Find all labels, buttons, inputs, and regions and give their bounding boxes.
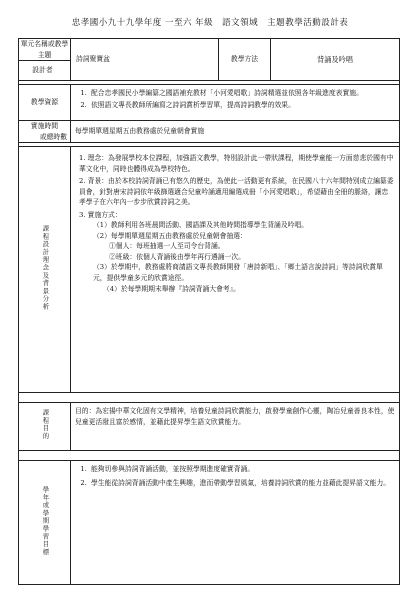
rationale-p2: 2. 背景：由於本校詩詞背誦已有悠久的歷史，為使此一活動更有系統，在民國八十六年間特別成立編纂委員會，針對唐宋詩詞依年級篩選適合兒童吟誦適用編選成冊「小河愛唱歌」，希望藉由全冊的脈絡，讓忠孝學子在六年內一步步欣賞詩詞之美。 — [79, 177, 394, 207]
resources-label: 教學資源 — [19, 85, 71, 121]
resources-list — [75, 88, 395, 110]
unit-name-label: 單元名稱或教學主題 — [19, 39, 71, 61]
lesson-plan-table — [18, 38, 400, 585]
learning-goals-row — [19, 461, 400, 585]
learning-goals-label: 學年或學期學習目標 — [41, 485, 49, 556]
time-label: 實施時間 — [30, 122, 59, 131]
rationale-m2b: ②班級：依個人背誦後由學年再行遴誦一次。 — [109, 252, 245, 261]
resources-row — [19, 85, 400, 121]
learning-goal-1: 1. 能夠切參與詩詞背誦活動，並按照學期進度確實背誦。 — [89, 464, 395, 475]
rationale-m3: （3）於學期中，教務處將商請語文專長教師開發「唐詩新唱」、「鄉土語言說詩詞」等詩詞欣賞單元，提供學童多元的欣賞途徑。 — [93, 263, 383, 282]
rationale-m1: （1）教師利用各班晨間活動、國語課及其他時間指導學生背誦及吟唱。 — [93, 221, 309, 230]
learning-goals-label-cell — [19, 461, 71, 585]
page-title: 忠孝國小九十九學年度 一至六 年級 語文領域 主題教學活動設計表 — [71, 18, 349, 28]
learning-goals-cell — [71, 461, 400, 585]
resource-item-2: 2. 依照語文專長教師所編寫之詩詞賞析學習單，提高詩詞教學的效果。 — [89, 100, 395, 111]
goal-label: 課程目的 — [41, 409, 49, 441]
designer-label-cell — [19, 61, 71, 81]
time-sub-label: 或總時數 — [39, 132, 67, 141]
rationale-label-cell — [19, 147, 71, 393]
teaching-method-value: 背誦及吟唱 — [271, 39, 400, 81]
learning-goals-list — [75, 464, 395, 488]
goal-text: 目的：為宏揚中華文化固有文學精神，培養兒童詩詞欣賞能力，啟發學童創作心靈，陶冶兒童善良本性，使兒童更活潑且富於感情，並藉此提昇學生語文欣賞能力。 — [71, 403, 400, 451]
unit-name-value: 詩詞聚寶盆 — [71, 39, 219, 81]
resource-item-1: 1. 配合忠孝國民小學編纂之國語補充教材「小河愛唱歌」詩詞精選並依照各年級進度表實施。 — [89, 88, 395, 99]
goal-label-cell — [19, 403, 71, 451]
spacer-cell-3 — [19, 393, 400, 403]
rationale-m2a: ①個人：每班抽選一人至司令台背誦。 — [109, 242, 225, 251]
goal-row — [19, 403, 400, 451]
time-value: 每學期單週星期五由教務處於兒童朝會實施 — [71, 121, 400, 143]
designer-label: 設計者 — [32, 66, 53, 75]
rationale-label: 課程設計理念及背景分析 — [41, 224, 49, 311]
teaching-method-label: 教學方法 — [219, 39, 271, 81]
learning-goal-2: 2. 學生能從詩詞背誦活動中產生興趣，進而帶動學習風氣，培養詩詞欣賞的能力並藉此提昇語文能力。 — [89, 478, 395, 489]
time-row — [19, 121, 400, 143]
resources-cell — [71, 85, 400, 121]
rationale-cell — [71, 147, 400, 393]
spacer-row-3 — [19, 393, 400, 403]
unit-row — [19, 39, 400, 61]
rationale-p3: 3. 實施方式： — [79, 210, 122, 219]
rationale-m2: （2）每學期單週星期五由教務處於兒童朝會抽選： — [93, 231, 247, 240]
rationale-p1: 1. 理念：為發展學校本位課程，加強語文教學，特別設計此一帶狀課程，期使學童能一方面慈悲於國有中華文化中，同時也體得成為學校特色。 — [79, 154, 394, 173]
rationale-m4: （4）於每學期期末舉辦『詩詞背誦大會考』。 — [103, 284, 240, 293]
rationale-row — [19, 147, 400, 393]
spacer-row-4 — [19, 451, 400, 461]
spacer-cell-4 — [19, 451, 400, 461]
time-label-cell — [19, 121, 71, 143]
